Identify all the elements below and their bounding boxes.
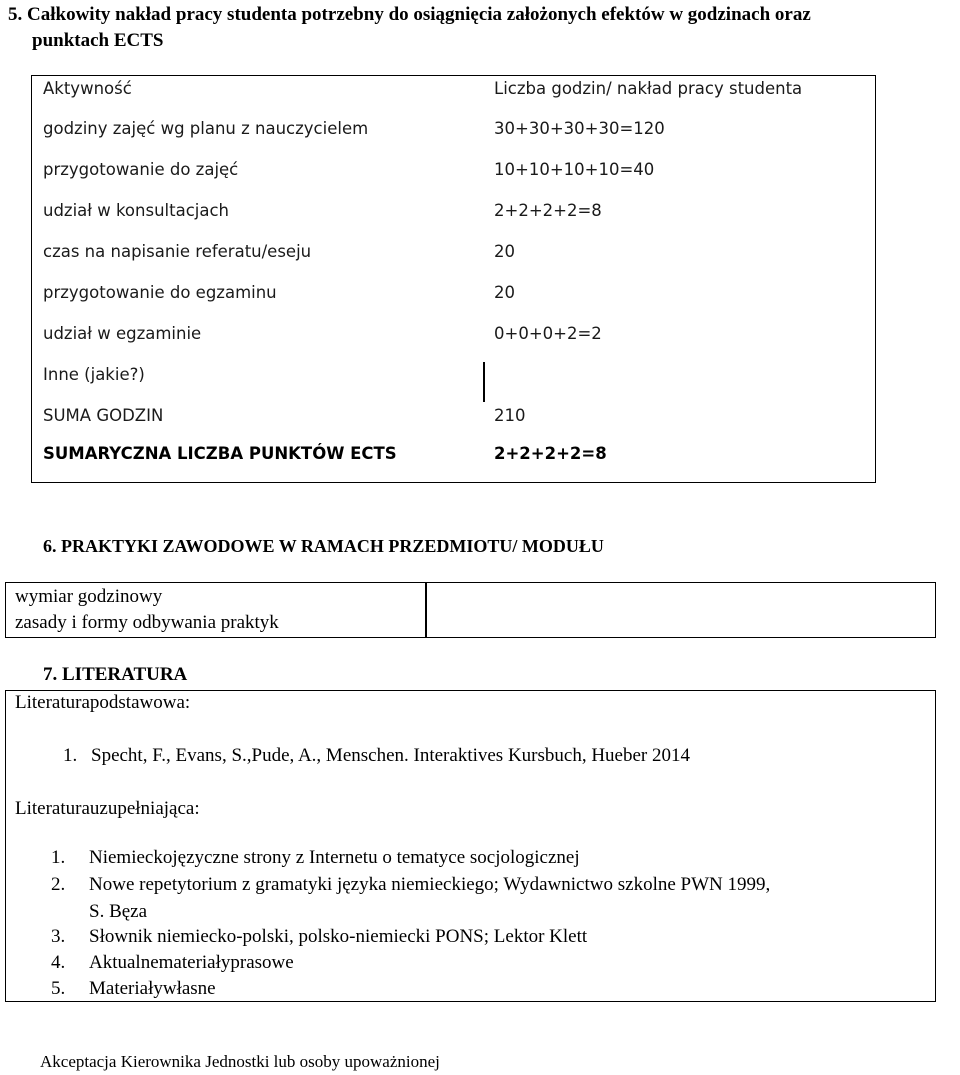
list-item-text: Nowe repetytorium z gramatyki języka niemieckiego; Wydawnictwo szkolne PWN 1999, (89, 874, 771, 895)
hours-cell: 10+10+10+10=40 (494, 160, 655, 179)
list-item (51, 901, 147, 923)
hours-cell: 210 (494, 406, 526, 425)
acceptance-signature-line: Akceptacja Kierownika Jednostki lub osoby upoważnionej (40, 1052, 440, 1071)
activity-header: Aktywność (43, 79, 132, 98)
activity-cell: godziny zajęć wg planu z nauczycielem (43, 119, 369, 138)
list-item (51, 952, 294, 974)
hours-cell: 20 (494, 242, 515, 261)
list-item-number: 1. (63, 745, 78, 766)
activity-cell: udział w egzaminie (43, 324, 202, 343)
list-item (51, 978, 216, 1000)
hours-header: Liczba godzin/ nakład pracy studenta (494, 79, 803, 98)
activity-cell: przygotowanie do zajęć (43, 160, 239, 179)
internship-rules-label: zasady i formy odbywania praktyk (15, 612, 279, 633)
list-item-text: Aktualnemateriałyprasowe (89, 952, 294, 973)
list-item-number: 5. (51, 978, 66, 999)
workload-table (31, 75, 876, 483)
table-row (32, 199, 875, 240)
table-row (32, 442, 875, 483)
list-item (63, 745, 690, 767)
hours-cell: 2+2+2+2=8 (494, 444, 607, 463)
list-item (51, 926, 587, 948)
table-row (32, 117, 875, 158)
cell-divider (483, 362, 485, 402)
list-item-number: 1. (51, 847, 66, 868)
supplementary-literature-label: Literaturauzupełniająca: (15, 798, 200, 819)
internship-hours-label: wymiar godzinowy (15, 586, 163, 607)
activity-cell: udział w konsultacjach (43, 201, 229, 220)
list-item-number: 4. (51, 952, 66, 973)
hours-cell: 0+0+0+2=2 (494, 324, 602, 343)
table-row (32, 76, 875, 117)
activity-cell: SUMA GODZIN (43, 406, 164, 425)
hours-cell: 2+2+2+2=8 (494, 201, 602, 220)
table-row (32, 240, 875, 281)
list-item-number: 2. (51, 874, 66, 895)
table-row (32, 322, 875, 363)
list-item (51, 874, 770, 896)
literature-box (5, 690, 936, 1002)
internship-table (5, 582, 936, 638)
list-item-text: Słownik niemiecko-polski, polsko-niemiecki PONS; Lektor Klett (89, 926, 588, 947)
section-7-heading: 7. LITERATURA (43, 664, 188, 685)
hours-cell: 30+30+30+30=120 (494, 119, 665, 138)
table-row (32, 158, 875, 199)
activity-cell: Inne (jakie?) (43, 365, 145, 384)
cell-divider (425, 583, 427, 637)
table-row (32, 363, 875, 404)
hours-cell: 20 (494, 283, 515, 302)
list-item-number: 3. (51, 926, 66, 947)
activity-cell: czas na napisanie referatu/eseju (43, 242, 312, 261)
list-item-text: Materiaływłasne (89, 978, 216, 999)
list-item-text: Specht, F., Evans, S.,Pude, A., Menschen. Interaktives Kursbuch, Hueber 2014 (91, 745, 690, 766)
list-item-text: Niemieckojęzyczne strony z Internetu o tematyce socjologicznej (89, 847, 580, 868)
basic-literature-label: Literaturapodstawowa: (15, 692, 191, 713)
list-item (51, 847, 580, 869)
list-item-text: S. Bęza (89, 901, 148, 922)
section-5-heading-line1: 5. Całkowity nakład pracy studenta potrzebny do osiągnięcia założonych efektów w godzinach oraz (8, 4, 811, 25)
section-5-heading-line2: punktach ECTS (32, 30, 164, 51)
section-6-heading: 6. PRAKTYKI ZAWODOWE W RAMACH PRZEDMIOTU/ MODUŁU (43, 536, 604, 556)
activity-cell: przygotowanie do egzaminu (43, 283, 277, 302)
section-5-heading (8, 2, 953, 54)
table-row (32, 281, 875, 322)
table-row (32, 404, 875, 445)
activity-cell: SUMARYCZNA LICZBA PUNKTÓW ECTS (43, 444, 397, 463)
